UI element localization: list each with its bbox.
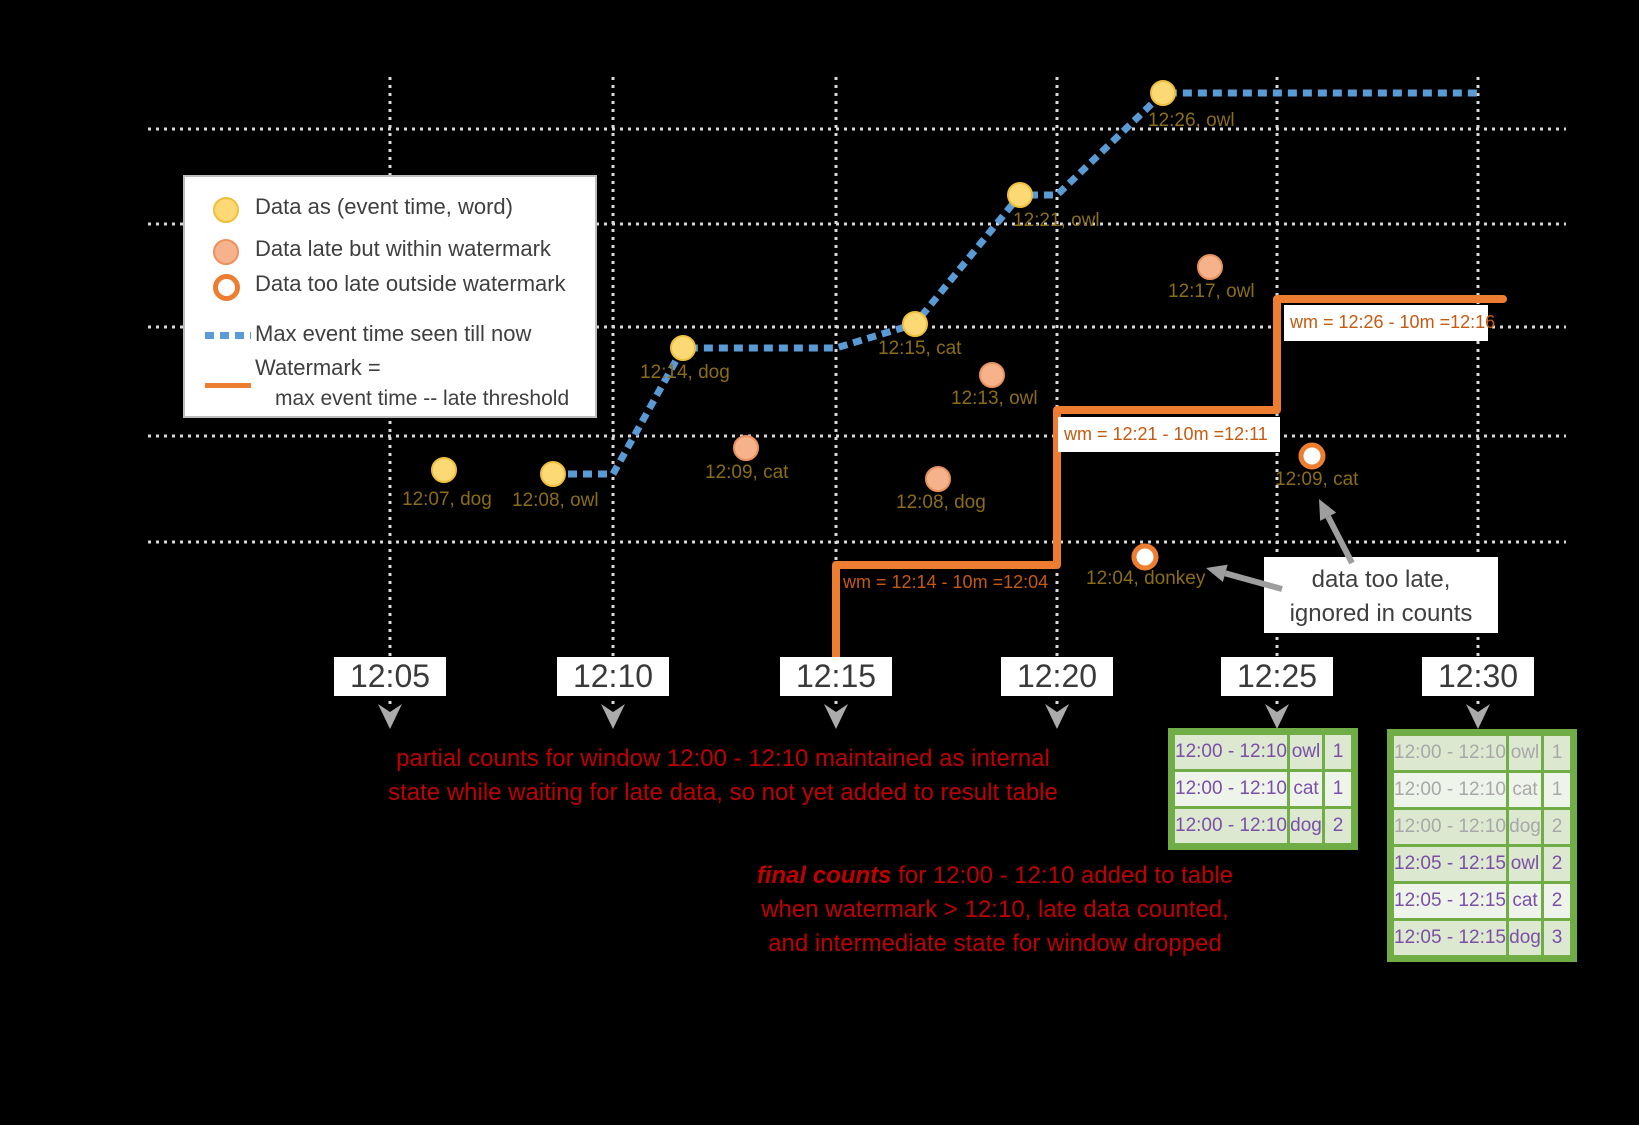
cell-word: cat: [1509, 884, 1541, 918]
cell-count: 2: [1544, 810, 1570, 844]
legend: [183, 175, 597, 418]
data-point-on-time: [1151, 81, 1175, 105]
cell-word: cat: [1509, 773, 1541, 807]
cell-window: 12:00 - 12:10: [1394, 810, 1506, 844]
cell-word: dog: [1509, 810, 1541, 844]
note-line: when watermark > 12:10, late data counted,: [761, 896, 1229, 923]
axis-tick-12-20: 12:20: [1001, 657, 1113, 696]
data-point-too-late: [1301, 445, 1323, 467]
cell-word: owl: [1509, 736, 1541, 770]
table-row: [1175, 809, 1351, 843]
note-line: state while waiting for late data, so not yet added to result table: [388, 779, 1058, 806]
axis-tick-12-05: 12:05: [334, 657, 446, 696]
tick-arrow-icon: [1045, 704, 1069, 729]
legend-row: [185, 194, 595, 224]
legend-label: Max event time seen till now: [255, 321, 532, 346]
data-point-label: 12:09, cat: [705, 462, 789, 483]
cell-window: 12:05 - 12:15: [1394, 884, 1506, 918]
data-point-label: 12:04, donkey: [1086, 568, 1206, 589]
data-point-label: 12:15, cat: [878, 338, 962, 359]
cell-count: 2: [1325, 809, 1351, 843]
data-point-label: 12:21, owl: [1013, 210, 1100, 231]
cell-count: 2: [1544, 884, 1570, 918]
data-point-label: 12:08, owl: [512, 490, 599, 511]
final-counts-note: [730, 859, 1260, 961]
legend-label: Data as (event time, word): [255, 194, 513, 219]
cell-count: 1: [1544, 773, 1570, 807]
legend-row: [185, 355, 595, 385]
watermark-label: wm = 12:26 - 10m =12:16: [1284, 305, 1488, 341]
note-line: final counts for 12:00 - 12:10 added to table: [756, 862, 1234, 889]
data-point-on-time: [432, 458, 456, 482]
legend-label: Watermark =: [255, 355, 381, 380]
data-point-late: [734, 436, 758, 460]
data-point-label: 12:26, owl: [1148, 110, 1235, 131]
axis-tick-12-30: 12:30: [1422, 657, 1534, 696]
max-event-time-line-icon: [205, 332, 251, 339]
axis-tick-12-10: 12:10: [557, 657, 669, 696]
cell-count: 1: [1325, 772, 1351, 806]
legend-label: max event time -- late threshold: [275, 387, 570, 410]
cell-word: dog: [1290, 809, 1322, 843]
too-late-point-icon: [213, 274, 240, 301]
partial-counts-note: [303, 742, 1143, 810]
tick-arrow-icon: [378, 704, 402, 729]
on-time-point-icon: [213, 197, 239, 223]
cell-count: 1: [1325, 735, 1351, 769]
cell-word: dog: [1509, 921, 1541, 955]
legend-label: Data too late outside watermark: [255, 271, 566, 296]
data-point-label: 12:14, dog: [640, 362, 730, 383]
watermark-label: wm = 12:14 - 10m =12:04: [843, 572, 1049, 592]
data-point-on-time: [671, 336, 695, 360]
cell-window: 12:00 - 12:10: [1175, 735, 1287, 769]
cell-word: cat: [1290, 772, 1322, 806]
callout-line: ignored in counts: [1289, 600, 1473, 627]
cell-word: owl: [1290, 735, 1322, 769]
legend-row: [185, 387, 595, 417]
table-row: [1175, 735, 1351, 769]
data-point-on-time: [1008, 183, 1032, 207]
data-point-late: [1198, 255, 1222, 279]
data-point-label: 12:13, owl: [951, 388, 1038, 409]
data-point-too-late: [1134, 546, 1156, 568]
tick-arrow-icon: [601, 704, 625, 729]
too-late-callout: [1264, 557, 1498, 633]
table-row: [1394, 921, 1570, 955]
result-table-1: [1168, 728, 1358, 850]
data-point-label: 12:08, dog: [896, 492, 986, 513]
max-event-time-line: [553, 93, 1478, 474]
cell-window: 12:00 - 12:10: [1394, 736, 1506, 770]
legend-row: [185, 271, 595, 301]
cell-window: 12:05 - 12:15: [1394, 847, 1506, 881]
watermark-label: wm = 12:21 - 10m =12:11: [1058, 417, 1280, 452]
tick-arrow-icon: [1466, 704, 1490, 729]
legend-label: Data late but within watermark: [255, 236, 551, 261]
cell-window: 12:00 - 12:10: [1175, 809, 1287, 843]
data-point-label: 12:17, owl: [1168, 281, 1255, 302]
data-point-late: [980, 363, 1004, 387]
table-row: [1394, 810, 1570, 844]
tick-arrow-icon: [1265, 704, 1289, 729]
data-point-on-time: [903, 312, 927, 336]
cell-count: 2: [1544, 847, 1570, 881]
cell-count: 3: [1544, 921, 1570, 955]
table-row: [1394, 884, 1570, 918]
data-point-late: [926, 467, 950, 491]
axis-tick-12-15: 12:15: [780, 657, 892, 696]
cell-window: 12:00 - 12:10: [1175, 772, 1287, 806]
table-row: [1394, 773, 1570, 807]
table-row: [1175, 772, 1351, 806]
legend-row: [185, 236, 595, 266]
tick-arrow-icon: [824, 704, 848, 729]
result-table-2: [1387, 729, 1577, 962]
late-point-icon: [213, 239, 239, 265]
table-row: [1394, 736, 1570, 770]
note-line: and intermediate state for window dropped: [768, 930, 1222, 957]
cell-window: 12:05 - 12:15: [1394, 921, 1506, 955]
cell-window: 12:00 - 12:10: [1394, 773, 1506, 807]
cell-count: 1: [1544, 736, 1570, 770]
data-point-on-time: [541, 462, 565, 486]
data-point-label: 12:09, cat: [1275, 469, 1359, 490]
axis-tick-12-25: 12:25: [1221, 657, 1333, 696]
callout-line: data too late,: [1311, 566, 1451, 593]
table-row: [1394, 847, 1570, 881]
data-point-label: 12:07, dog: [402, 489, 492, 510]
note-line: partial counts for window 12:00 - 12:10 maintained as internal: [396, 745, 1050, 772]
legend-row: [185, 321, 595, 351]
cell-word: owl: [1509, 847, 1541, 881]
